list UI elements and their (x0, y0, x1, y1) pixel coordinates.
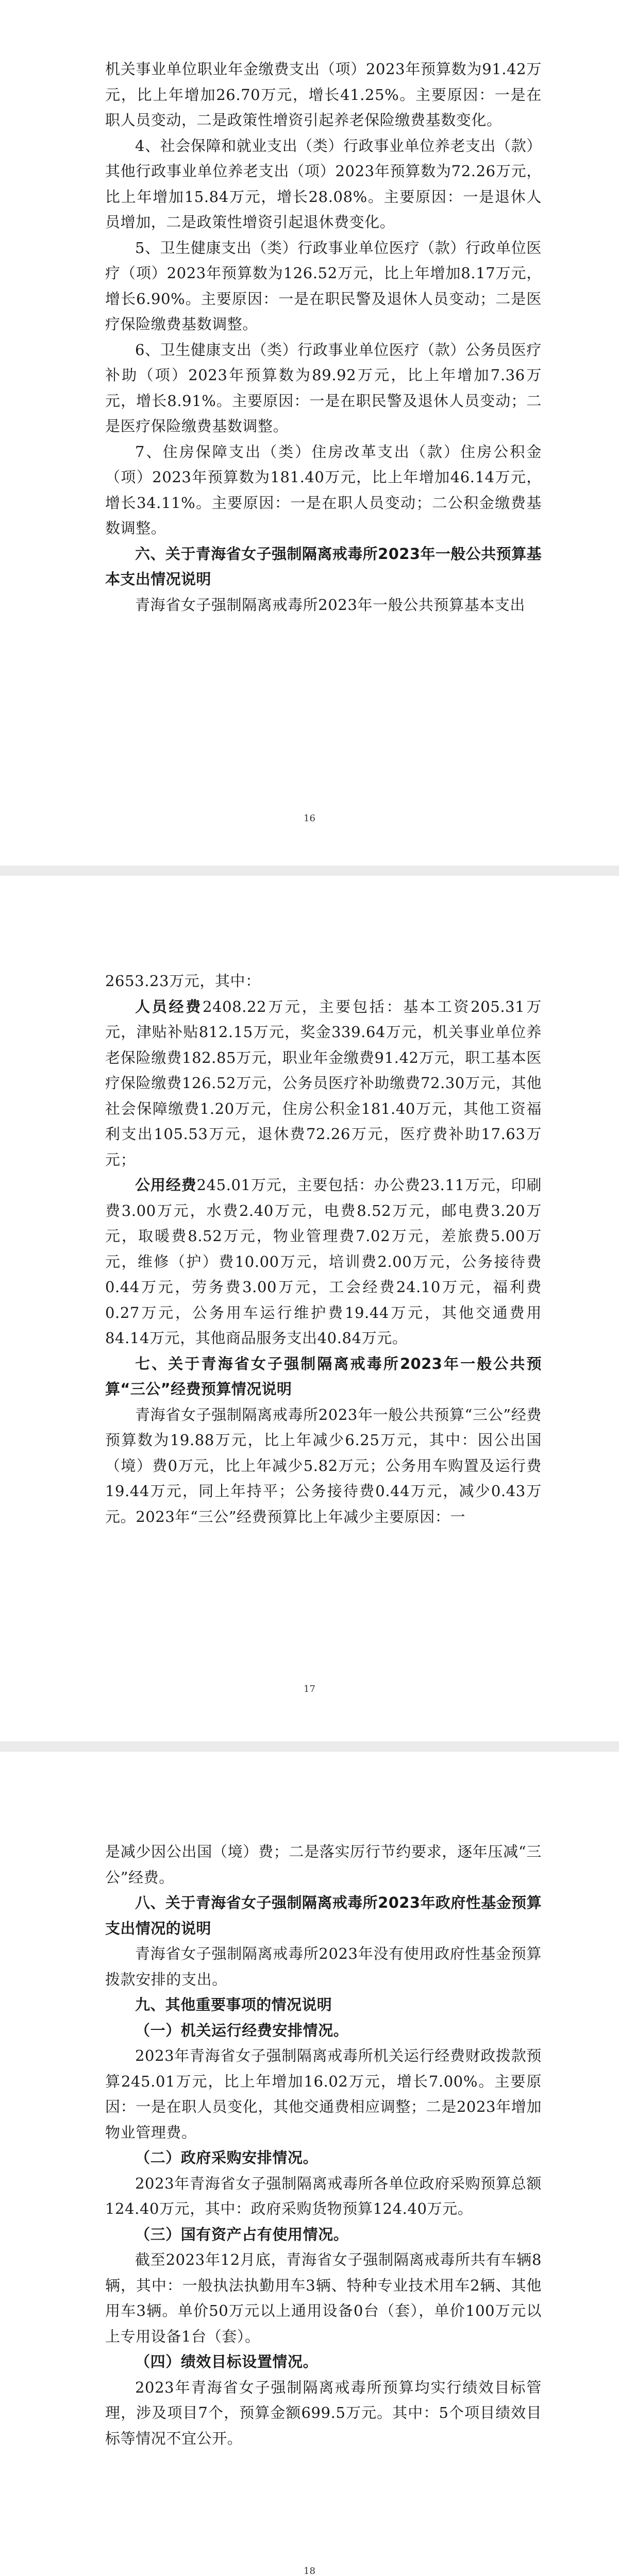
body-paragraph: 机关事业单位职业年金缴费支出（项）2023年预算数为91.42万元，比上年增加26.70万元，增长41.25%。主要原因：一是在职人员变动，二是政策性增资引起养老保险缴费基数变化。 (105, 60, 542, 129)
subsection-heading: （三）国有资产占有使用情况。 (135, 2225, 349, 2243)
body-paragraph: 2023年青海省女子强制隔离戒毒所机关运行经费财政拨款预算245.01万元，比上年增加16.02万元，增长7.00%。主要原因：一是在职人员变化，其他交通费相应调整；二是2023年增加物业管理费。 (105, 2047, 542, 2141)
subsection-heading: （四）绩效目标设置情况。 (135, 2353, 319, 2370)
section-heading: 七、关于青海省女子强制隔离戒毒所2023年一般公共预算“三公”经费预算情况说明 (105, 1354, 542, 1398)
subsection-heading: （一）机关运行经费安排情况。 (135, 2021, 349, 2039)
body-paragraph: 青海省女子强制隔离戒毒所2023年没有使用政府性基金预算拨款安排的支出。 (105, 1945, 542, 1988)
paragraph-lead: 人员经费 (135, 997, 203, 1015)
body-paragraph: 5、卫生健康支出（类）行政事业单位医疗（款）行政单位医疗（项）2023年预算数为126.52万元，比上年增加8.17万元，增长6.90%。主要原因：一是在职民警及退休人员变动；二是医疗保险缴费基数调整。 (105, 239, 542, 333)
paragraph-text: 245.01万元，主要包括：办公费23.11万元，印刷费3.00万元，水费2.40万元，电费8.52万元，邮电费3.20万元，取暖费8.52万元，物业管理费7.02万元，差旅费5.00万元，维修（护）费10.00万元，培训费2.00万元，公务接待费0.44万元，劳务费3.00万元，工会经费24.10万元，福利费0.27万元，公务用车运行维护费19.44万元，其他交通费用84.14万元，其他商品服务支出40.84万元。 (105, 1176, 542, 1347)
body-paragraph: 青海省女子强制隔离戒毒所2023年一般公共预算“三公”经费预算数为19.88万元，比上年减少6.25万元，其中：因公出国（境）费0万元，比上年减少5.82万元；公务用车购置及运行费19.44万元，同上年持平；公务接待费0.44万元，减少0.43万元。2023年“三公”经费预算比上年减少主要原因：一 (105, 1405, 542, 1526)
body-paragraph: 7、住房保障支出（类）住房改革支出（款）住房公积金（项）2023年预算数为181.40万元，比上年增加46.14万元，增长34.11%。主要原因：一是在职人员变动；二公积金缴费基数调整。 (105, 443, 542, 537)
body-paragraph: 6、卫生健康支出（类）行政事业单位医疗（款）公务员医疗补助（项）2023年预算数为89.92万元，比上年增加7.36万元，增长8.91%。主要原因：一是在职民警及退休人员变动；二是医疗保险缴费基数调整。 (105, 341, 542, 435)
body-paragraph: 是减少因公出国（境）费；二是落实厉行节约要求，逐年压减“三公”经费。 (105, 1843, 542, 1886)
section-heading: 六、关于青海省女子强制隔离戒毒所2023年一般公共预算基本支出情况说明 (105, 545, 542, 588)
body-paragraph (105, 994, 542, 1173)
paragraph-text: 2408.22万元，主要包括：基本工资205.31万元，津贴补贴812.15万元，奖金339.64万元，机关事业单位养老保险缴费182.85万元，职业年金缴费91.42万元，职工基本医疗保险缴费126.52万元，公务员医疗补助缴费72.30万元，其他社会保障缴费1.20万元，住房公积金181.40万元，其他工资福利支出105.53万元，退休费72.26万元，医疗费补助17.63万元； (105, 997, 542, 1168)
body-paragraph: 青海省女子强制隔离戒毒所2023年一般公共预算基本支出 (135, 596, 526, 614)
page-number: 18 (304, 2566, 315, 2576)
body-paragraph: 4、社会保障和就业支出（类）行政事业单位养老支出（款）其他行政事业单位养老支出（项）2023年预算数为72.26万元，比上年增加15.84万元，增长28.08%。主要原因：一是退休人员增加，二是政策性增资引起退休费变化。 (105, 137, 542, 231)
body-paragraph: 截至2023年12月底，青海省女子强制隔离戒毒所共有车辆8辆，其中：一般执法执勤用车3辆、特种专业技术用车2辆、其他用车3辆。单价50万元以上通用设备0台（套），单价100万元以上专用设备1台（套）。 (105, 2251, 542, 2345)
body-paragraph: 2653.23万元，其中： (105, 972, 261, 990)
document-page-17 (0, 876, 619, 1741)
section-heading: 八、关于青海省女子强制隔离戒毒所2023年政府性基金预算支出情况的说明 (105, 1894, 542, 1937)
page-number: 16 (304, 813, 315, 824)
subsection-heading: （二）政府采购安排情况。 (135, 2149, 319, 2166)
body-paragraph (105, 1173, 542, 1351)
document-page-16 (0, 0, 619, 866)
body-paragraph: 2023年青海省女子强制隔离戒毒所预算均实行绩效目标管理，涉及项目7个，预算金额699.5万元。其中：5个项目绩效目标等情况不宜公开。 (105, 2378, 542, 2447)
document-page-18 (0, 1752, 619, 2576)
section-heading: 九、其他重要事项的情况说明 (135, 1996, 332, 2013)
paragraph-lead: 公用经费 (135, 1176, 197, 1194)
page-number: 17 (304, 1684, 315, 1694)
body-paragraph: 2023年青海省女子强制隔离戒毒所各单位政府采购预算总额124.40万元，其中：政府采购货物预算124.40万元。 (105, 2174, 542, 2217)
